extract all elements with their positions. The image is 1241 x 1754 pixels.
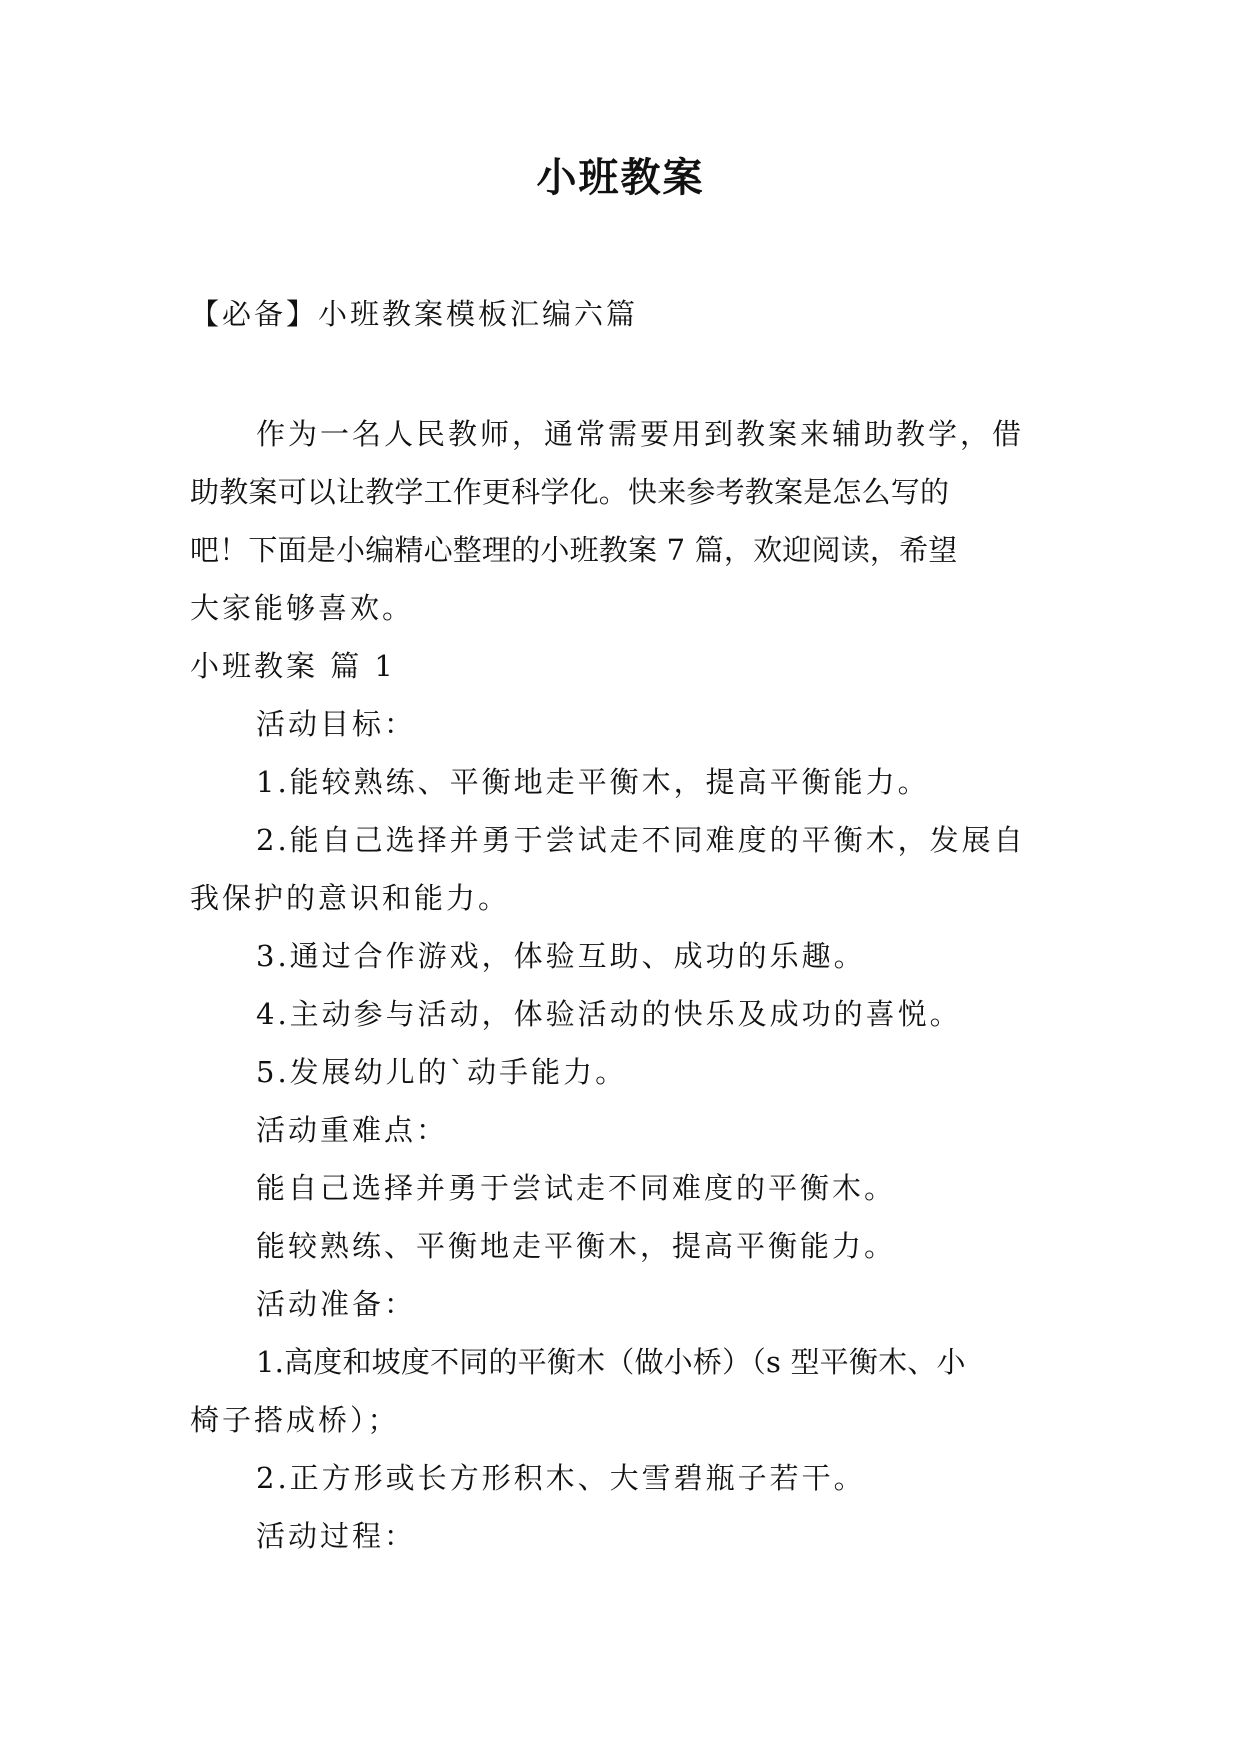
paragraph-line: 吧！下面是小编精心整理的小班教案 7 篇，欢迎阅读，希望: [190, 533, 958, 567]
list-item: 5.发展幼儿的`动手能力。: [256, 1055, 628, 1089]
subheading: 活动过程：: [256, 1519, 417, 1553]
list-item: 1.能较熟练、平衡地走平衡木，提高平衡能力。: [256, 765, 930, 799]
list-item: 2.正方形或长方形积木、大雪碧瓶子若干。: [256, 1461, 866, 1495]
subheading: 活动重难点：: [256, 1113, 449, 1147]
subheading: 活动目标：: [256, 707, 417, 741]
list-item: 2.能自己选择并勇于尝试走不同难度的平衡木，发展自: [256, 823, 1026, 857]
list-item: 1.高度和坡度不同的平衡木（做小桥）（s 型平衡木、小: [256, 1345, 966, 1379]
subheading: 活动准备：: [256, 1287, 417, 1321]
paragraph-line: 能较熟练、平衡地走平衡木，提高平衡能力。: [256, 1229, 897, 1263]
paragraph-line: 作为一名人民教师，通常需要用到教案来辅助教学，借: [256, 417, 1025, 451]
paragraph-line: 大家能够喜欢。: [190, 591, 415, 625]
document-title: 小班教案: [536, 155, 705, 201]
list-item-continuation: 椅子搭成桥）；: [190, 1403, 400, 1437]
document-subtitle: 【必备】小班教案模板汇编六篇: [190, 297, 639, 331]
paragraph-line: 助教案可以让教学工作更科学化。快来参考教案是怎么写的: [190, 475, 950, 509]
list-item: 4.主动参与活动，体验活动的快乐及成功的喜悦。: [256, 997, 962, 1031]
section-heading: 小班教案 篇 1: [190, 649, 396, 683]
paragraph-line: 能自己选择并勇于尝试走不同难度的平衡木。: [256, 1171, 897, 1205]
list-item-continuation: 我保护的意识和能力。: [190, 881, 511, 915]
list-item: 3.通过合作游戏，体验互助、成功的乐趣。: [256, 939, 866, 973]
document-body: [190, 405, 1070, 1565]
